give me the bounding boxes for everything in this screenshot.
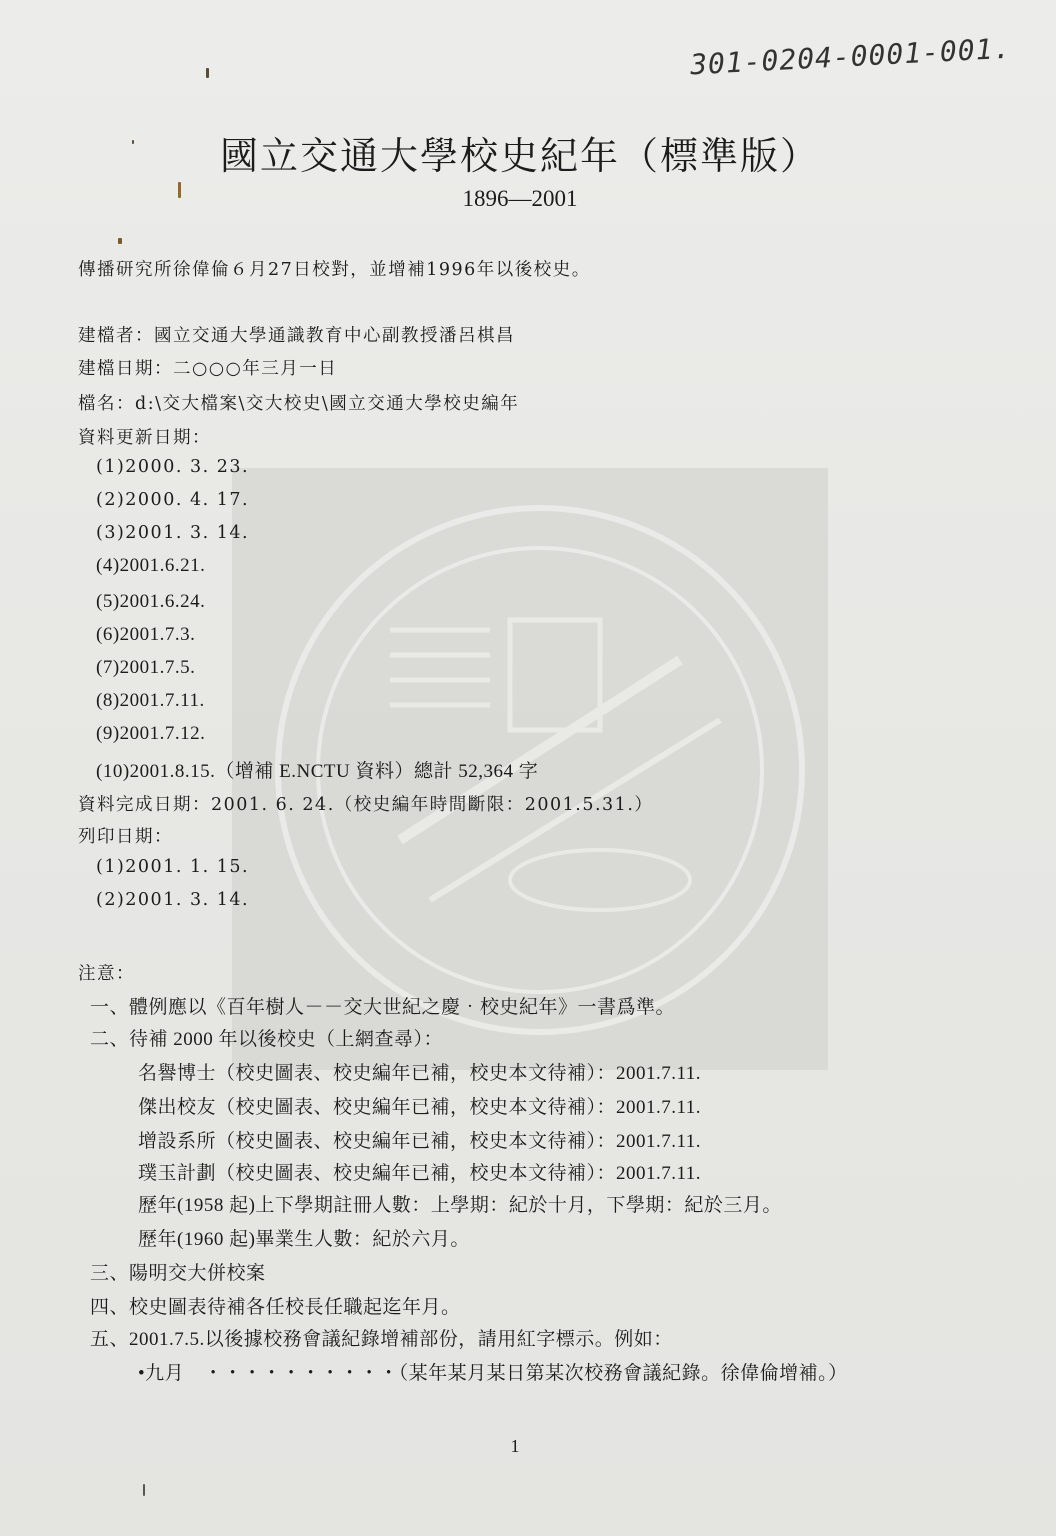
note-item: 二、待補 2000 年以後校史（上網查尋）： (90, 1029, 444, 1050)
scan-speck (118, 238, 122, 244)
note-item: 四、校史圖表待補各任校長任職起迄年月。 (90, 1297, 461, 1318)
update-date-item: (3)2001. 3. 14. (96, 523, 250, 543)
note-item: 五、2001.7.5.以後據校務會議紀錄增補部份，請用紅字標示。例如： (90, 1329, 673, 1350)
print-date-item: (2)2001. 3. 14. (96, 890, 250, 910)
note-subitem: 歷年(1958 起)上下學期註冊人數：上學期：紀於十月，下學期：紀於三月。 (138, 1195, 782, 1216)
handwritten-archive-code: 301-0204-0001-001. (689, 31, 1013, 82)
scan-speck (178, 182, 181, 198)
scan-speck (143, 1484, 145, 1496)
update-date-item: (8)2001.7.11. (96, 690, 205, 711)
filename-line: 檔名：d:\交大檔案\交大校史\國立交通大學校史編年 (78, 394, 520, 414)
note-subitem: 璞玉計劃（校史圖表、校史編年已補，校史本文待補）：2001.7.11. (138, 1163, 702, 1184)
note-subitem: 歷年(1960 起)畢業生人數：紀於六月。 (138, 1229, 470, 1250)
note-subitem: 增設系所（校史圖表、校史編年已補，校史本文待補）：2001.7.11. (138, 1131, 702, 1152)
update-dates-label: 資料更新日期： (78, 428, 211, 448)
update-date-item: (9)2001.7.12. (96, 723, 206, 744)
print-dates-label: 列印日期： (78, 827, 173, 847)
page-number: 1 (510, 1436, 520, 1456)
note-item: 一、體例應以《百年樹人－－交大世紀之慶‧校史紀年》一書爲準。 (90, 997, 676, 1018)
notes-label: 注意： (78, 964, 135, 984)
document-subtitle: 1896—2001 (462, 186, 578, 211)
update-date-item: (7)2001.7.5. (96, 657, 196, 678)
print-date-item: (1)2001. 1. 15. (96, 857, 250, 877)
creator-line: 建檔者：國立交通大學通識教育中心副教授潘呂棋昌 (78, 326, 515, 346)
note-subitem: 名譽博士（校史圖表、校史編年已補，校史本文待補）：2001.7.11. (138, 1063, 702, 1084)
document-title: 國立交通大學校史紀年（標準版） (219, 134, 820, 178)
note-example: •九月 ・・・・・・・・・・（某年某月某日第某次校務會議紀錄。徐偉倫增補。） (138, 1363, 848, 1384)
update-date-item: (6)2001.7.3. (96, 624, 196, 645)
creation-date-line: 建檔日期：二○○○年三月一日 (78, 359, 338, 379)
update-date-item: (2)2000. 4. 17. (96, 490, 250, 510)
proofread-note: 傳播研究所徐偉倫６月27日校對，並增補1996年以後校史。 (78, 260, 591, 280)
update-date-item: (10)2001.8.15.（增補 E.NCTU 資料）總計 52,364 字 (96, 761, 539, 782)
update-date-item: (1)2000. 3. 23. (96, 457, 250, 477)
scan-speck (206, 68, 209, 78)
completion-date-line: 資料完成日期：2001. 6. 24.（校史編年時間斷限：2001.5.31.） (78, 795, 654, 815)
scan-speck (132, 140, 134, 144)
update-date-item: (4)2001.6.21. (96, 555, 206, 576)
note-subitem: 傑出校友（校史圖表、校史編年已補，校史本文待補）：2001.7.11. (138, 1097, 702, 1118)
update-date-item: (5)2001.6.24. (96, 591, 206, 612)
note-item: 三、陽明交大併校案 (90, 1263, 266, 1284)
